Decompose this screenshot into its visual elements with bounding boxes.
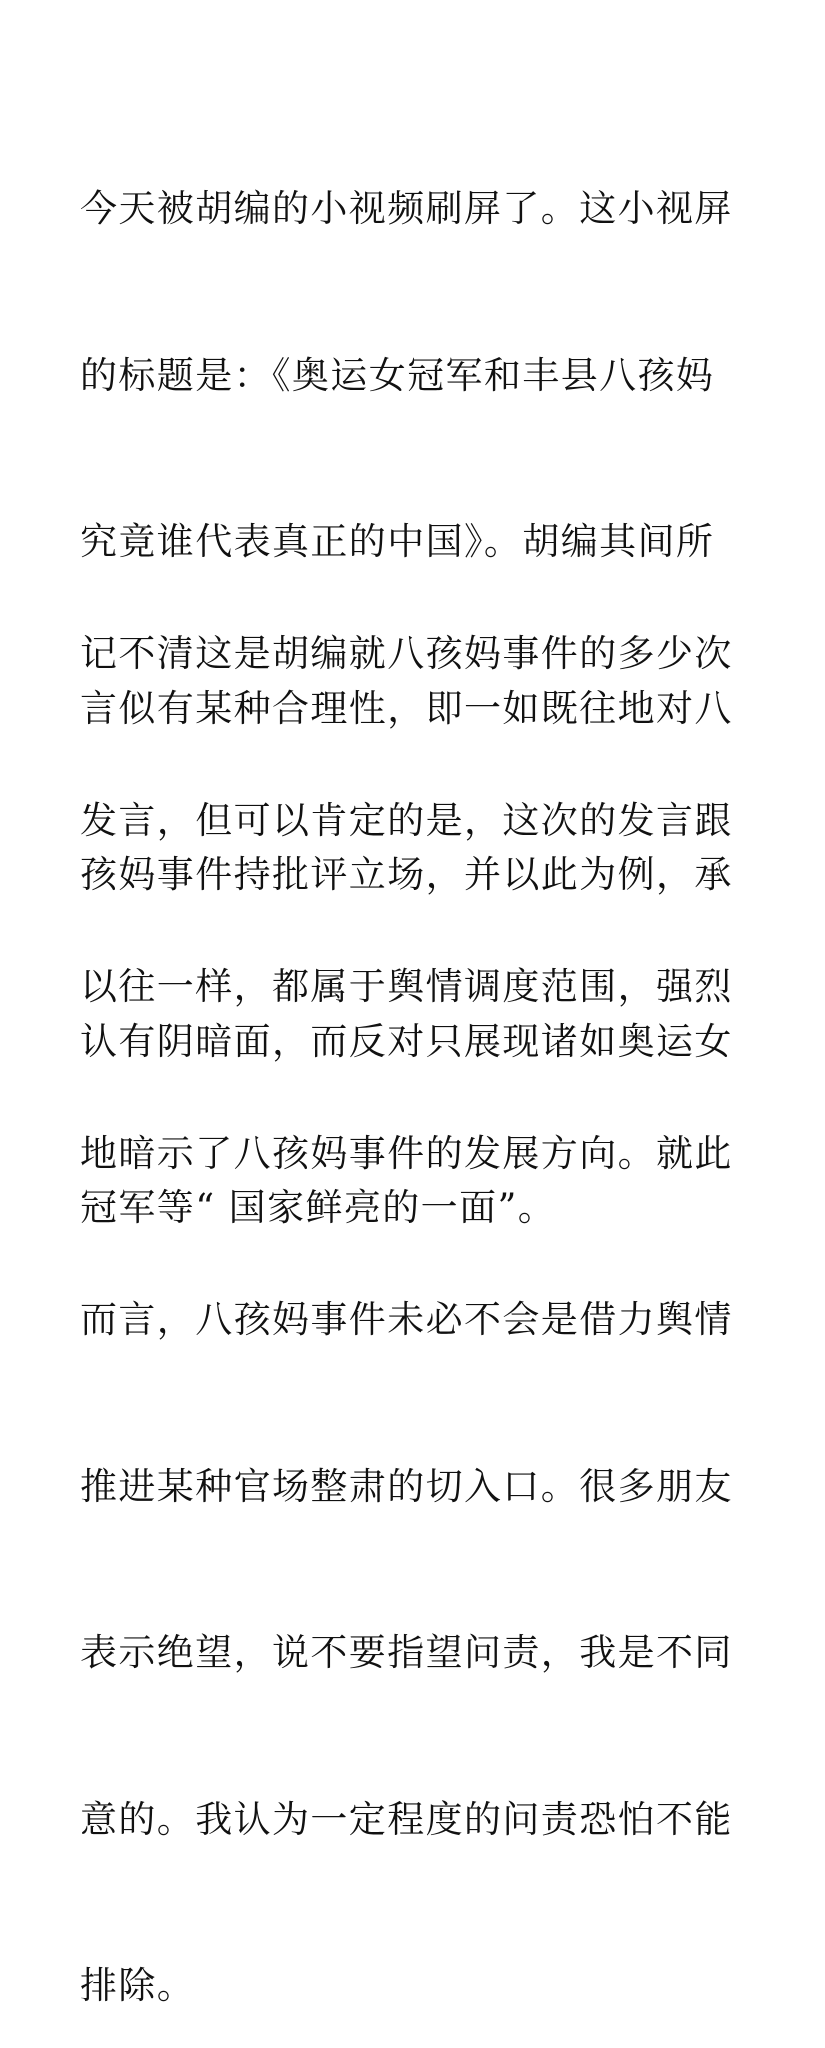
text-line: 地暗示了八孩妈事件的发展方向。就此 [80,1131,733,1175]
text-line: 以往一样，都属于舆情调度范围，强烈 [80,965,733,1008]
text-line: 孩妈事件持批评立场，并以此为例，承 [80,853,733,896]
text-line: 冠军等“ 国家鲜亮的一面”。 [80,1186,557,1229]
text-line: 究竟谁代表真正的中国》。胡编其间所 [80,520,715,563]
text-line: 言似有某种合理性，即一如既往地对八 [80,686,733,730]
text-line: 认有阴暗面，而反对只展现诸如奥运女 [80,1019,733,1063]
text-line: 的标题是：《奥运女冠军和丰县八孩妈 [80,353,715,397]
text-line: 今天被胡编的小视频刷屏了。这小视屏 [80,187,733,230]
paragraph-2 [80,515,750,2048]
text-line: 推进某种官场整肃的切入口。很多朋友 [80,1464,733,1508]
text-line: 排除。 [80,1964,196,2007]
text-line: 记不清这是胡编就八孩妈事件的多少次 [80,632,733,675]
text-line: 表示绝望，说不要指望问责，我是不同 [80,1631,733,1674]
text-line: 意的。我认为一定程度的问责恐怕不能 [80,1797,733,1841]
text-line: 而言，八孩妈事件未必不会是借力舆情 [80,1298,733,1341]
text-line: 发言，但可以肯定的是，这次的发言跟 [80,798,733,842]
